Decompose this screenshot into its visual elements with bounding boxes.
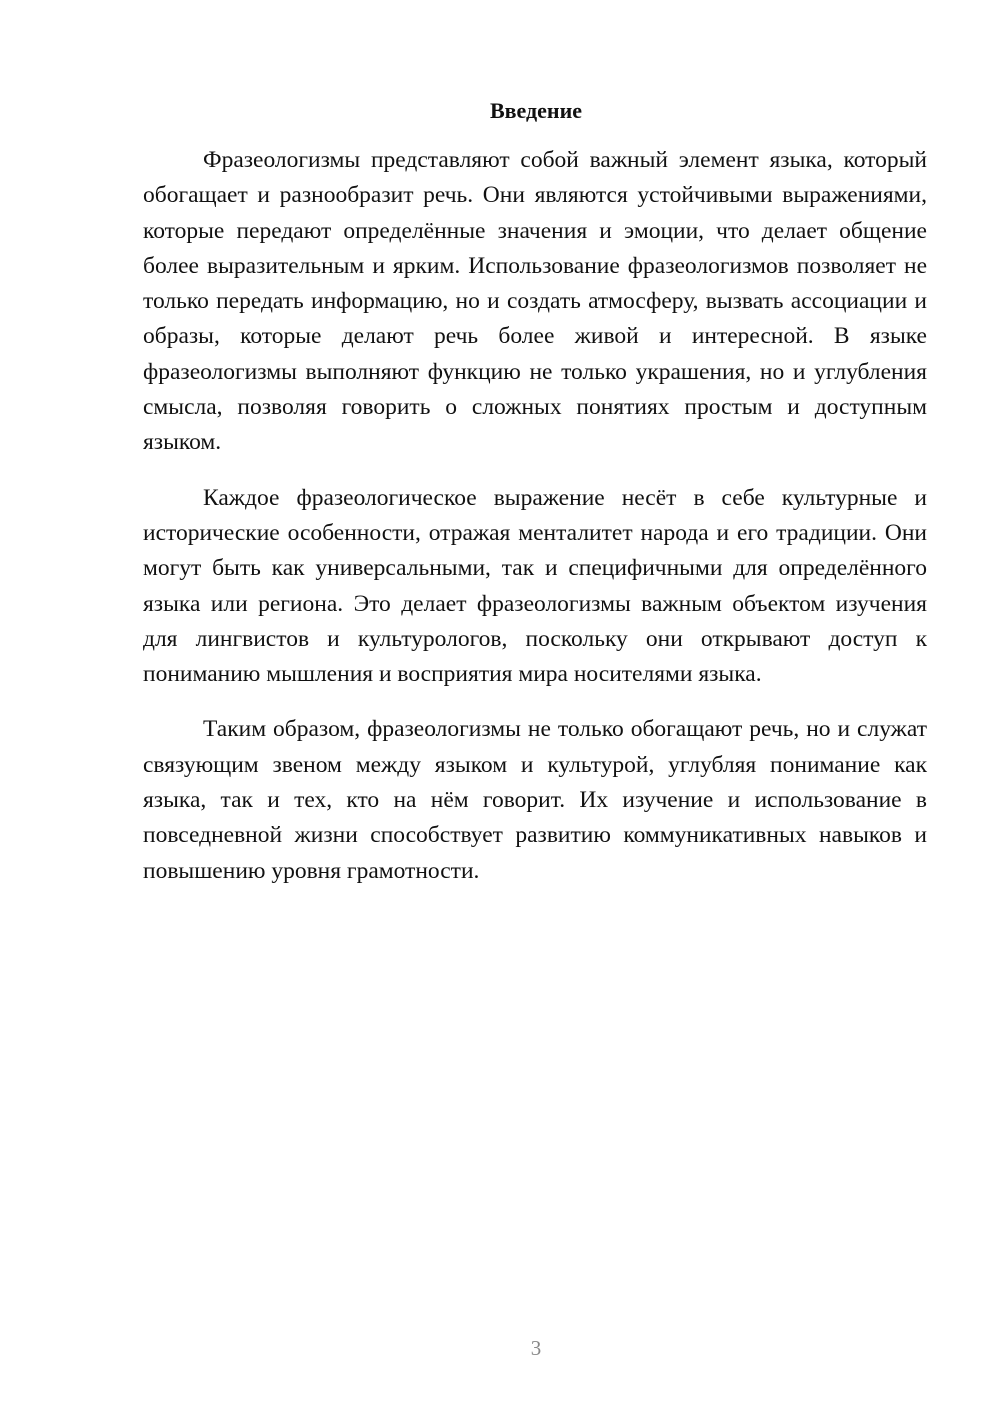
paragraph-1: Фразеологизмы представляют собой важный элемент языка, который обогащает и разнообразит речь. Они являются устойчивыми выражениями, которые передают определённые значения и эмоции, что делает общение более выразительным и ярким. Использование фразеологизмов позволяет не только передать информацию, но и создать атмосферу, вызвать ассоциации и образы, которые делают речь более живой и интересной. В языке фразеологизмы выполняют функцию не только украшения, но и углубления смысла, позволяя говорить о сложных понятиях простым и доступным языком. <box>143 147 927 456</box>
section-title: Введение <box>489 98 583 123</box>
paragraph-2: Каждое фразеологическое выражение несёт в себе культурные и исторические особенности, отражая менталитет народа и его традиции. Они могут быть как универсальными, так и специфичными для определённого языка или региона. Это делает фразеологизмы важным объектом изучения для лингвистов и культурологов, поскольку они открывают доступ к пониманию мышления и восприятия мира носителями языка. <box>143 484 927 688</box>
paragraph-3: Таким образом, фразеологизмы не только обогащают речь, но и служат связующим звеном между языком и культурой, углубляя понимание как языка, так и тех, кто на нём говорит. Их изучение и использование в повседневной жизни способствует развитию коммуникативных навыков и повышению уровня грамотности. <box>143 716 927 884</box>
body-text <box>143 143 927 909</box>
page-number: 3 <box>530 1336 542 1360</box>
